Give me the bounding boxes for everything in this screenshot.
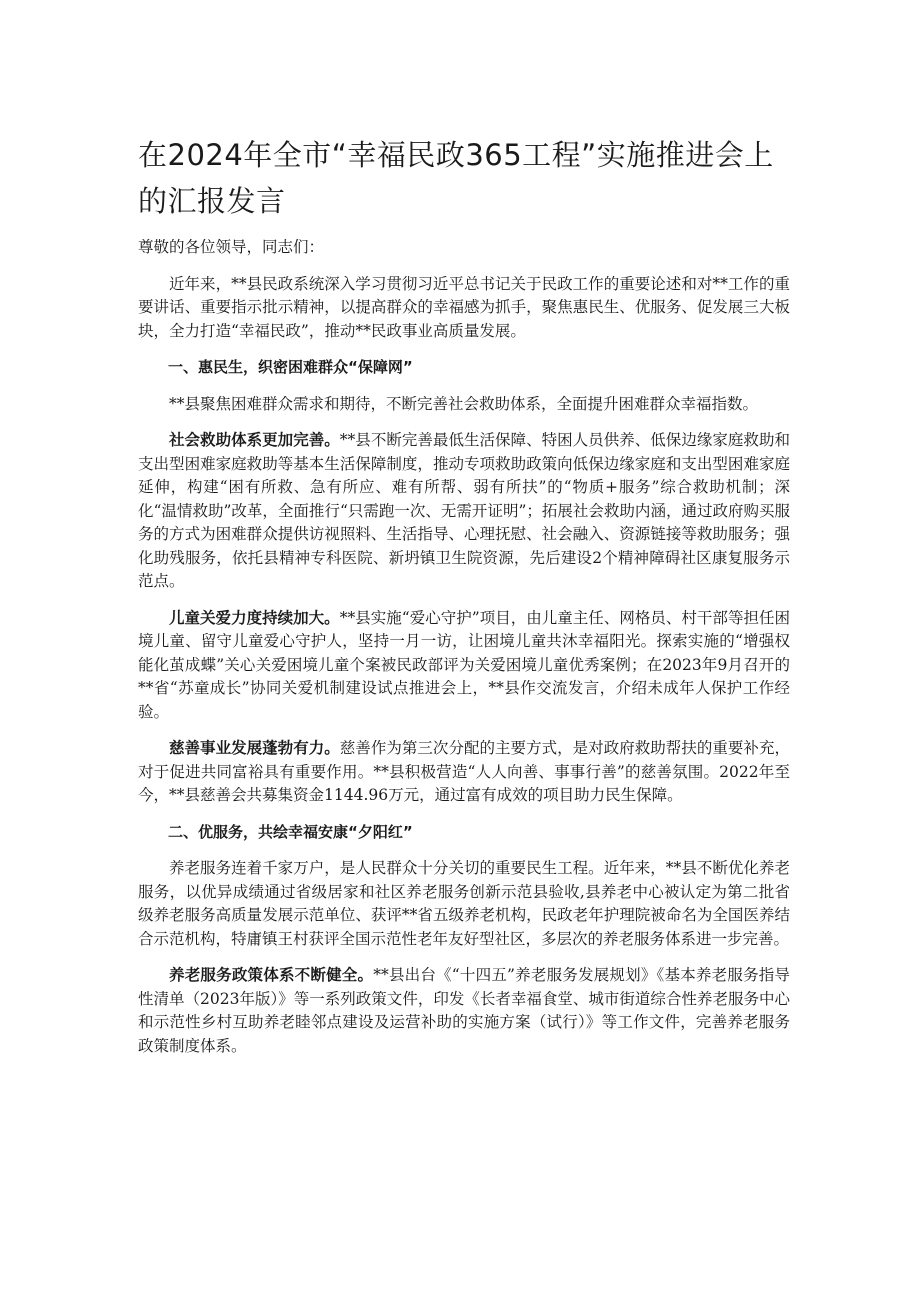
section-1-paragraph-2 — [138, 607, 790, 725]
paragraph-body: **县实施“爱心守护”项目，由儿童主任、网格员、村干部等担任困境儿童、留守儿童爱心守护人，坚持一月一访，让困境儿童共沐幸福阳光。探索实施的“增强权能化茧成蝶”关心关爱困境儿童个案被民政部评为关爱困境儿童优秀案例；在2023年9月召开的**省“苏童成长”协同关爱机制建设试点推进会上，**县作交流发言，介绍未成年人保护工作经验。 — [138, 608, 790, 721]
title-line-2: 的汇报发言 — [138, 184, 286, 218]
section-2-heading: 二、优服务，共绘幸福安康“夕阳红” — [168, 822, 413, 841]
document-body — [138, 236, 790, 1071]
section-2-paragraph-1 — [138, 964, 790, 1058]
paragraph-body: **县出台《“十四五”养老服务发展规划》《基本养老服务指导性清单（2023年版）》等一系列政策文件，印发《长者幸福食堂、城市街道综合性养老服务中心和示范性乡村互助养老睦邻点建设及运营补助的实施方案（试行）》等工作文件，完善养老服务政策制度体系。 — [138, 966, 790, 1055]
section-1-paragraph-3 — [138, 737, 790, 808]
intro-paragraph: 近年来，**县民政系统深入学习贯彻习近平总书记关于民政工作的重要论述和对**工作的重要讲话、重要指示批示精神，以提高群众的幸福感为抓手，聚焦惠民生、优服务、促发展三大板块，全力打造“幸福民政”，推动**民政事业高质量发展。 — [138, 274, 790, 340]
section-1-intro: **县聚焦困难群众需求和期待，不断完善社会救助体系，全面提升困难群众幸福指数。 — [169, 394, 759, 413]
document-title — [138, 132, 778, 224]
section-1-heading: 一、惠民生，织密困难群众“保障网” — [168, 358, 413, 376]
paragraph-body: 慈善作为第三次分配的主要方式，是对政府救助帮扶的重要补充，对于促进共同富裕具有重要作用。**县积极营造“人人向善、事事行善”的慈善氛围。2022年至今，**县慈善会共募集资金1144.96万元，通过富有成效的项目助力民生保障。 — [138, 739, 790, 804]
title-line-1: 在2024年全市“幸福民政365工程”实施推进会上 — [138, 138, 774, 172]
paragraph-lead: 慈善事业发展蓬勃有力。 — [169, 739, 340, 757]
paragraph-lead: 儿童关爱力度持续加大。 — [169, 608, 340, 627]
paragraph-body: **县不断完善最低生活保障、特困人员供养、低保边缘家庭救助和支出型困难家庭救助等基本生活保障制度，推动专项救助政策向低保边缘家庭和支出型困难家庭延伸，构建“困有所救、急有所应、难有所帮、弱有所扶”的“物质+服务”综合救助机制；深化“温情救助”改革，全面推行“只需跑一次、无需开证明”；拓展社会救助内涵，通过政府购买服务的方式为困难群众提供访视照料、生活指导、心理抚慰、社会融入、资源链接等救助服务；强化助残服务，依托县精神专科医院、新坍镇卫生院资源，先后建设2个精神障碍社区康复服务示范点。 — [138, 431, 790, 590]
paragraph-lead: 社会救助体系更加完善。 — [169, 431, 340, 449]
greeting: 尊敬的各位领导，同志们： — [138, 238, 325, 256]
paragraph-lead: 养老服务政策体系不断健全。 — [169, 966, 374, 984]
section-2-intro: 养老服务连着千家万户，是人民群众十分关切的重要民生工程。近年来，**县不断优化养老服务，以优异成绩通过省级居家和社区养老服务创新示范县验收,县养老中心被认定为第二批省级养老服务高质量发展示范单位、获评**省五级养老机构，民政老年护理院被命名为全国医养结合示范机构，特庸镇王村获评全国示范性老年友好型社区，多层次的养老服务体系进一步完善。 — [138, 859, 790, 948]
section-1-paragraph-1 — [138, 429, 790, 594]
